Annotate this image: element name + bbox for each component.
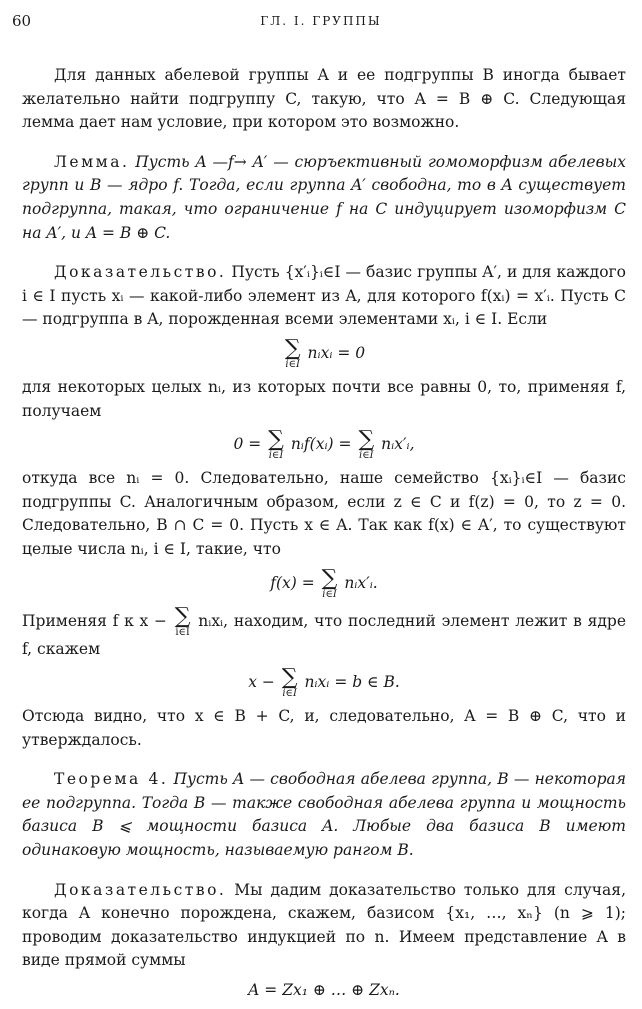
lemma-paragraph	[22, 151, 626, 245]
paragraph-4	[22, 603, 626, 662]
sum-operator: ∑ i∈I	[174, 603, 191, 638]
theorem-paragraph	[22, 768, 626, 862]
equation-1-body: nᵢxᵢ = 0	[307, 343, 366, 362]
lemma-text: Пусть A —f→ A′ — сюръективный гомоморфизм абелевых групп и B — ядро f. Тогда, если группа A′ свободна, то в A существует подгруппа, такая, что ограничение f на C индуцирует изоморфизм C на A′, и A = B ⊕ C.	[22, 152, 626, 242]
sum-operator: ∑ i∈I	[284, 335, 301, 370]
equation-2-mid: nᵢf(xᵢ) =	[290, 435, 352, 454]
equation-4-rhs: nᵢxᵢ = b ∈ B.	[304, 673, 400, 692]
intro-paragraph: Для данных абелевой группы A и ее подгруппы B иногда бывает желательно найти подгруппу C, такую, что A = B ⊕ C. Следующая лемма дает нам условие, при котором это возможно.	[22, 66, 626, 132]
equation-2	[22, 429, 626, 461]
page-header	[12, 12, 630, 34]
page-number: 60	[12, 12, 32, 30]
equation-2-lhs: 0 =	[233, 435, 262, 454]
equation-4-lhs: x −	[248, 673, 275, 692]
equation-1	[22, 335, 626, 370]
equation-3	[22, 565, 626, 600]
equation-3-lhs: f(x) =	[270, 573, 315, 592]
equation-3-rhs: nᵢx′ᵢ.	[344, 573, 378, 592]
proof-2-text: Мы дадим доказательство только для случая, когда A конечно порождена, скажем, базисом {x₁, …, xₙ} (n ⩾ 1); проводим доказательство индукцией по n. Имеем представление A в виде прямой суммы	[22, 880, 626, 970]
sum-operator: ∑ i∈I	[321, 565, 338, 600]
proof-text: Пусть {x′ᵢ}ᵢ∈I — базис группы A′, и для каждого i ∈ I пусть xᵢ — какой-либо элемент из A, для которого f(xᵢ) = x′ᵢ. Пусть C — подгруппа в A, порожденная всеми элементами xᵢ, i ∈ I. Если	[22, 263, 626, 329]
equation-4	[22, 667, 626, 699]
equation-5: A = Zx₁ ⊕ … ⊕ Zxₙ.	[248, 981, 400, 1000]
paragraph-2: для некоторых целых nᵢ, из которых почти все равны 0, то, применяя f, получаем	[22, 377, 626, 420]
sum-operator: ∑ i∈I	[281, 665, 298, 700]
proof-label: Доказательство.	[54, 263, 227, 282]
theorem-label: Теорема 4.	[54, 770, 169, 789]
sum-operator: ∑ i∈I	[268, 427, 284, 462]
paragraph-3: откуда все nᵢ = 0. Следовательно, наше семейство {xᵢ}ᵢ∈I — базис подгруппы C. Аналогичным образом, если z ∈ C и f(z) = 0, то z = 0. Следовательно, B ∩ C = 0. Пусть x ∈ A. Так как f(x) ∈ A′, то существуют целые числа nᵢ, i ∈ I, такие, что	[22, 469, 626, 558]
paragraph-4-after: nᵢxᵢ, находим, что последний элемент лежит в ядре f, скажем	[22, 611, 626, 658]
proof-2-label: Доказательство.	[54, 880, 227, 899]
proof-paragraph	[22, 261, 626, 332]
lemma-label: Лемма.	[54, 152, 130, 171]
paragraph-5: Отсюда видно, что x ∈ B + C, и, следовательно, A = B ⊕ C, что и утверждалось.	[22, 707, 626, 749]
paragraph-4-before: Применяя f к x −	[22, 611, 167, 630]
proof-2-paragraph	[22, 879, 626, 973]
running-head: ГЛ. I. ГРУППЫ	[260, 14, 382, 28]
theorem-text: Пусть A — свободная абелева группа, B — некоторая ее подгруппа. Тогда B — также свободная абелева группа и мощность базиса B ⩽ мощности базиса A. Любые два базиса B имеют одинаковую мощность, называемую рангом B.	[22, 770, 626, 860]
sum-operator: ∑ i∈I	[358, 427, 375, 462]
page-body	[22, 64, 626, 1009]
equation-2-rhs: nᵢx′ᵢ,	[381, 435, 415, 454]
